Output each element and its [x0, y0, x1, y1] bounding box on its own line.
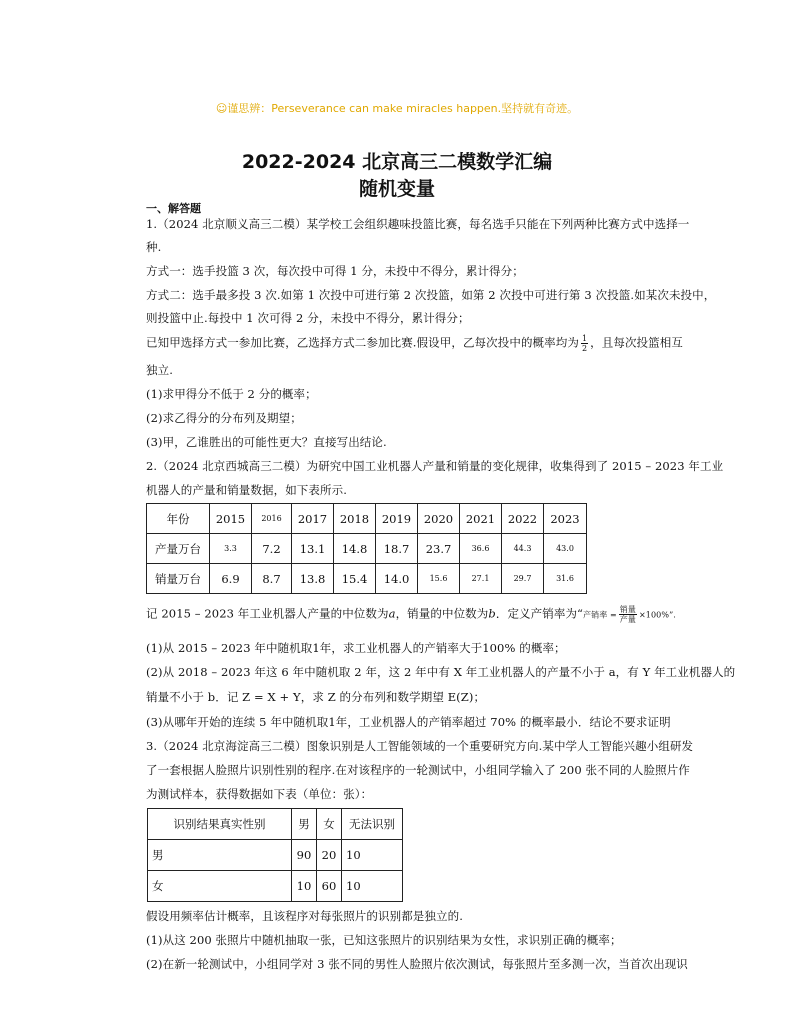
table-row: [148, 871, 403, 902]
q2-part-1: (1)从 2015 – 2023 年中随机取1年，求工业机器人的产销率大于100% 的概率；: [146, 641, 566, 655]
fraction-denominator: 2: [581, 344, 588, 353]
table-cell: 男: [292, 809, 317, 840]
table-cell: 2022: [502, 504, 544, 534]
table-cell: 14.0: [376, 564, 418, 594]
q1-method-2: 方式二：选手最多投 3 次.如第 1 次投中可进行第 2 次投篮，如第 2 次投中可进行第 3 次投篮.如某次未投中，: [146, 288, 716, 302]
q2-part-3: (3)从哪年开始的连续 5 年中随机取1年，工业机器人的产销率超过 70% 的概率最小．结论不要求证明: [146, 715, 671, 729]
q1-part-2: (2)求乙得分的分布列及期望；: [146, 411, 302, 425]
q3-line-1: 3.（2024 北京海淀高三二模）图象识别是人工智能领域的一个重要研究方向.某中学人工智能兴趣小组研发: [146, 739, 694, 753]
document-subtitle: 随机变量: [358, 178, 435, 200]
q2-def-text-c: ．定义产销率为“: [495, 606, 584, 621]
q2-part-2-cont: 销量不小于 b．记 Z = X + Y，求 Z 的分布列和数学期望 E(Z)；: [146, 690, 486, 704]
table-cell: 23.7: [418, 534, 460, 564]
table-cell: 15.6: [418, 564, 460, 594]
table-cell: 2023: [544, 504, 587, 534]
table-cell: 2020: [418, 504, 460, 534]
q1-part-1: (1)求甲得分不低于 2 分的概率；: [146, 387, 317, 401]
table-cell: 女: [317, 809, 342, 840]
q3-assumption: 假设用频率估计概率，且该程序对每张照片的识别都是独立的.: [146, 909, 463, 923]
table-cell: 2018: [334, 504, 376, 534]
fraction-numerator: 1: [581, 334, 588, 343]
table-row: [147, 564, 587, 594]
fraction-denominator: 产量: [619, 615, 636, 624]
table-cell: 44.3: [502, 534, 544, 564]
q2-def-formula-label: 产销率 =: [583, 610, 617, 620]
q1-part-3: (3)甲，乙谁胜出的可能性更大？直接写出结论.: [146, 435, 387, 449]
table-cell: 13.8: [292, 564, 334, 594]
q3-line-2: 了一套根据人脸照片识别性别的程序.在对该程序的一轮测试中，小组同学输入了 200 张不同的人脸照片作: [146, 763, 690, 777]
recognition-results-table: [147, 808, 403, 902]
table-cell: 14.8: [334, 534, 376, 564]
var-a: a: [388, 606, 396, 621]
table-cell: 10: [342, 871, 403, 902]
table-cell: 20: [317, 840, 342, 871]
q1-line-1: 1.（2024 北京顺义高三二模）某学校工会组织趣味投篮比赛，每名选手只能在下列两种比赛方式中选择一: [146, 217, 690, 231]
table-cell: 27.1: [460, 564, 502, 594]
q2-part-2: (2)从 2018 – 2023 年这 6 年中随机取 2 年，这 2 年中有 X 年工业机器人的产量不小于 a，有 Y 年工业机器人的: [146, 665, 736, 679]
table-cell: 年份: [147, 504, 210, 534]
q1-condition-text-a: 已知甲选择方式一参加比赛，乙选择方式二参加比赛.假设甲，乙每次投中的概率均为: [146, 335, 579, 350]
table-cell: 3.3: [210, 534, 252, 564]
table-header-row: [147, 504, 587, 534]
table-cell: 60: [317, 871, 342, 902]
q2-definition: [146, 605, 676, 624]
table-row: [148, 840, 403, 871]
table-cell: 31.6: [544, 564, 587, 594]
table-cell: 2019: [376, 504, 418, 534]
fraction-numerator: 销量: [619, 605, 636, 614]
q2-def-text-a: 记 2015 – 2023 年工业机器人产量的中位数为: [146, 606, 389, 621]
table-cell: 10: [342, 840, 403, 871]
table-cell: 29.7: [502, 564, 544, 594]
table-cell: 2021: [460, 504, 502, 534]
table-row: [147, 534, 587, 564]
q3-part-2: (2)在新一轮测试中，小组同学对 3 张不同的男性人脸照片依次测试，每张照片至多测一次，当首次出现识: [146, 957, 688, 971]
table-cell: 15.4: [334, 564, 376, 594]
q1-condition: [146, 334, 683, 353]
q2-rate-fraction: [619, 605, 637, 624]
q3-line-3: 为测试样本，获得数据如下表（单位：张）：: [146, 787, 373, 801]
motto-header: ☺谨思辨：Perseverance can make miracles happen.坚持就有奇迹。: [215, 102, 579, 115]
table-cell: 产量万台: [147, 534, 210, 564]
table-cell: 36.6: [460, 534, 502, 564]
table-cell: 无法识别: [342, 809, 403, 840]
table-cell: 男: [148, 840, 292, 871]
table-cell: 13.1: [292, 534, 334, 564]
table-cell: 2017: [292, 504, 334, 534]
q2-line-1: 2.（2024 北京西城高三二模）为研究中国工业机器人产量和销量的变化规律，收集得到了 2015 – 2023 年工业: [146, 459, 724, 473]
table-cell: 女: [148, 871, 292, 902]
section-heading: 一、解答题: [146, 202, 201, 215]
document-title: 2022-2024 北京高三二模数学汇编: [241, 151, 553, 173]
q1-line-7: 独立.: [146, 363, 173, 377]
q2-line-2: 机器人的产量和销量数据，如下表所示.: [146, 483, 347, 497]
table-cell: 7.2: [252, 534, 292, 564]
table-cell: 2016: [252, 504, 292, 534]
var-b: b: [488, 606, 496, 621]
q1-line-2: 种.: [146, 240, 162, 254]
table-cell: 18.7: [376, 534, 418, 564]
q1-method-1: 方式一：选手投篮 3 次，每次投中可得 1 分，未投中不得分，累计得分；: [146, 264, 524, 278]
q1-method-2-cont: 则投篮中止.每投中 1 次可得 2 分，未投中不得分，累计得分；: [146, 311, 470, 325]
table-cell: 10: [292, 871, 317, 902]
table-cell: 识别结果真实性别: [148, 809, 292, 840]
q2-def-text-e: ×100%”.: [639, 610, 676, 620]
table-cell: 2015: [210, 504, 252, 534]
table-cell: 销量万台: [147, 564, 210, 594]
table-cell: 90: [292, 840, 317, 871]
table-cell: 8.7: [252, 564, 292, 594]
robot-production-table: [146, 503, 587, 594]
table-cell: 6.9: [210, 564, 252, 594]
q2-def-text-b: ，销量的中位数为: [395, 606, 489, 621]
q1-probability-fraction: [581, 334, 588, 353]
q1-condition-text-b: ，且每次投篮相互: [590, 335, 683, 350]
q3-part-1: (1)从这 200 张照片中随机抽取一张，已知这张照片的识别结果为女性，求识别正确的概率；: [146, 933, 622, 947]
table-header-row: [148, 809, 403, 840]
table-cell: 43.0: [544, 534, 587, 564]
